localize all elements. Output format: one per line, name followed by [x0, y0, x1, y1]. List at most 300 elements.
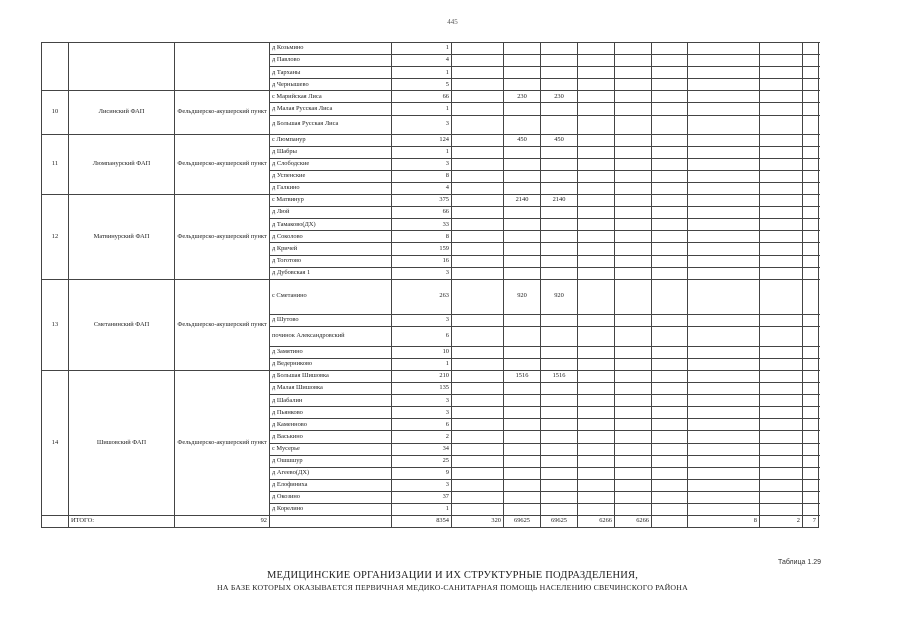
value-cell-c9: [760, 182, 803, 194]
value-cell-c6: [615, 231, 652, 243]
village-cell: с Сметанино: [270, 279, 392, 314]
value-cell-c9: [760, 115, 803, 134]
value-cell-c2: [452, 43, 504, 55]
value-cell-c2: [452, 231, 504, 243]
value-cell-c6: [615, 134, 652, 146]
value-cell-c6: [615, 182, 652, 194]
value-cell-c10: [803, 314, 819, 326]
value-cell-c6: [615, 79, 652, 91]
value-cell-c2: [452, 455, 504, 467]
value-cell-c3: [504, 267, 541, 279]
value-cell-c1: 3: [392, 115, 452, 134]
value-cell-c9: [760, 358, 803, 370]
table-row: [42, 370, 819, 382]
village-cell: д Слободские: [270, 158, 392, 170]
value-cell-c2: [452, 383, 504, 395]
value-cell-c3: [504, 55, 541, 67]
value-cell-c6: [615, 455, 652, 467]
value-cell-c4: [541, 395, 578, 407]
total-value-cell: 8: [688, 516, 760, 528]
value-cell-c10: [803, 455, 819, 467]
value-cell-c4: [541, 326, 578, 346]
village-cell: д Кричей: [270, 243, 392, 255]
value-cell-c10: [803, 79, 819, 91]
value-cell-c1: 34: [392, 443, 452, 455]
value-cell-c8: [688, 279, 760, 314]
value-cell-c9: [760, 431, 803, 443]
value-cell-c4: 1516: [541, 370, 578, 382]
value-cell-c6: [615, 326, 652, 346]
value-cell-c5: [578, 243, 615, 255]
value-cell-c1: 3: [392, 314, 452, 326]
value-cell-c9: [760, 383, 803, 395]
value-cell-c6: [615, 170, 652, 182]
group-number-cell: 12: [42, 195, 69, 280]
value-cell-c4: [541, 346, 578, 358]
value-cell-c8: [688, 67, 760, 79]
value-cell-c1: 135: [392, 383, 452, 395]
value-cell-c9: [760, 491, 803, 503]
value-cell-c7: [652, 455, 688, 467]
value-cell-c9: [760, 455, 803, 467]
value-cell-c1: 4: [392, 182, 452, 194]
value-cell-c8: [688, 267, 760, 279]
value-cell-c7: [652, 443, 688, 455]
value-cell-c3: [504, 419, 541, 431]
value-cell-c9: [760, 243, 803, 255]
facility-type-cell: Фельдшерско-акушерский пункт: [175, 195, 270, 280]
value-cell-c7: [652, 146, 688, 158]
value-cell-c2: [452, 407, 504, 419]
value-cell-c8: [688, 255, 760, 267]
value-cell-c1: 33: [392, 219, 452, 231]
facility-name-cell: Сметанинский ФАП: [69, 279, 175, 370]
value-cell-c4: [541, 170, 578, 182]
value-cell-c5: [578, 195, 615, 207]
value-cell-c7: [652, 255, 688, 267]
value-cell-c3: [504, 491, 541, 503]
value-cell-c7: [652, 358, 688, 370]
value-cell-c1: 210: [392, 370, 452, 382]
value-cell-c9: [760, 314, 803, 326]
total-count-cell: 92: [175, 516, 270, 528]
village-cell: с Мусерье: [270, 443, 392, 455]
value-cell-c1: 5: [392, 79, 452, 91]
value-cell-c1: 16: [392, 255, 452, 267]
value-cell-c6: [615, 443, 652, 455]
value-cell-c6: [615, 491, 652, 503]
value-cell-c10: [803, 43, 819, 55]
value-cell-c2: [452, 219, 504, 231]
value-cell-c1: 6: [392, 419, 452, 431]
value-cell-c8: [688, 146, 760, 158]
value-cell-c6: [615, 43, 652, 55]
value-cell-c8: [688, 170, 760, 182]
total-empty-cell: [42, 516, 69, 528]
village-cell: д Васькино: [270, 431, 392, 443]
village-cell: д Соколово: [270, 231, 392, 243]
value-cell-c2: [452, 326, 504, 346]
value-cell-c7: [652, 79, 688, 91]
value-cell-c1: 263: [392, 279, 452, 314]
value-cell-c1: 25: [392, 455, 452, 467]
value-cell-c5: [578, 455, 615, 467]
value-cell-c8: [688, 158, 760, 170]
value-cell-c10: [803, 219, 819, 231]
total-value-cell: 320: [452, 516, 504, 528]
value-cell-c4: [541, 431, 578, 443]
value-cell-c5: [578, 491, 615, 503]
value-cell-c10: [803, 326, 819, 346]
village-cell: д Малая Русская Лиса: [270, 103, 392, 115]
value-cell-c3: [504, 67, 541, 79]
value-cell-c4: [541, 146, 578, 158]
table-row: [42, 134, 819, 146]
value-cell-c1: 4: [392, 55, 452, 67]
value-cell-c4: [541, 255, 578, 267]
total-value-cell: 6266: [578, 516, 615, 528]
value-cell-c7: [652, 370, 688, 382]
value-cell-c3: [504, 431, 541, 443]
total-empty-cell: [270, 516, 392, 528]
value-cell-c10: [803, 479, 819, 491]
value-cell-c5: [578, 55, 615, 67]
village-cell: д Большая Русская Лиса: [270, 115, 392, 134]
value-cell-c6: [615, 346, 652, 358]
value-cell-c4: [541, 219, 578, 231]
value-cell-c2: [452, 431, 504, 443]
value-cell-c8: [688, 207, 760, 219]
value-cell-c6: [615, 255, 652, 267]
village-cell: д Корелино: [270, 504, 392, 516]
value-cell-c5: [578, 467, 615, 479]
value-cell-c2: [452, 267, 504, 279]
value-cell-c9: [760, 231, 803, 243]
value-cell-c9: [760, 504, 803, 516]
value-cell-c3: [504, 79, 541, 91]
value-cell-c8: [688, 219, 760, 231]
value-cell-c3: [504, 346, 541, 358]
value-cell-c10: [803, 267, 819, 279]
value-cell-c6: [615, 195, 652, 207]
value-cell-c6: [615, 279, 652, 314]
value-cell-c8: [688, 243, 760, 255]
value-cell-c5: [578, 407, 615, 419]
value-cell-c8: [688, 479, 760, 491]
total-value-cell: 6266: [615, 516, 652, 528]
value-cell-c9: [760, 407, 803, 419]
value-cell-c3: [504, 43, 541, 55]
value-cell-c3: 1516: [504, 370, 541, 382]
value-cell-c6: [615, 267, 652, 279]
value-cell-c8: [688, 91, 760, 103]
village-cell: д Ошшшур: [270, 455, 392, 467]
value-cell-c1: 8: [392, 231, 452, 243]
value-cell-c10: [803, 182, 819, 194]
value-cell-c2: [452, 55, 504, 67]
value-cell-c5: [578, 383, 615, 395]
value-cell-c10: [803, 170, 819, 182]
value-cell-c6: [615, 314, 652, 326]
value-cell-c9: [760, 419, 803, 431]
value-cell-c6: [615, 243, 652, 255]
group-number-cell: 10: [42, 91, 69, 134]
value-cell-c3: [504, 207, 541, 219]
value-cell-c8: [688, 79, 760, 91]
value-cell-c8: [688, 383, 760, 395]
total-value-cell: 8354: [392, 516, 452, 528]
value-cell-c9: [760, 326, 803, 346]
village-cell: д Дубовская 1: [270, 267, 392, 279]
value-cell-c9: [760, 267, 803, 279]
facility-name-cell: Лисинский ФАП: [69, 91, 175, 134]
village-cell: д Елофиниха: [270, 479, 392, 491]
village-cell: с Матвинур: [270, 195, 392, 207]
value-cell-c4: [541, 443, 578, 455]
value-cell-c10: [803, 207, 819, 219]
value-cell-c1: 159: [392, 243, 452, 255]
value-cell-c6: [615, 358, 652, 370]
value-cell-c1: 66: [392, 207, 452, 219]
table-row: [42, 91, 819, 103]
value-cell-c5: [578, 346, 615, 358]
value-cell-c9: [760, 91, 803, 103]
value-cell-c6: [615, 419, 652, 431]
value-cell-c3: [504, 231, 541, 243]
value-cell-c10: [803, 431, 819, 443]
value-cell-c8: [688, 419, 760, 431]
value-cell-c8: [688, 370, 760, 382]
value-cell-c7: [652, 219, 688, 231]
value-cell-c4: [541, 383, 578, 395]
value-cell-c5: [578, 326, 615, 346]
value-cell-c3: [504, 358, 541, 370]
value-cell-c1: 37: [392, 491, 452, 503]
value-cell-c5: [578, 358, 615, 370]
value-cell-c10: [803, 491, 819, 503]
value-cell-c2: [452, 207, 504, 219]
value-cell-c8: [688, 491, 760, 503]
value-cell-c3: [504, 219, 541, 231]
value-cell-c5: [578, 91, 615, 103]
value-cell-c2: [452, 170, 504, 182]
total-value-cell: 69625: [504, 516, 541, 528]
village-cell: д Ведерниково: [270, 358, 392, 370]
total-row: [42, 516, 819, 528]
village-cell: д Тоготово: [270, 255, 392, 267]
group-number-cell: 11: [42, 134, 69, 194]
value-cell-c2: [452, 443, 504, 455]
village-cell: д Окозино: [270, 491, 392, 503]
value-cell-c7: [652, 243, 688, 255]
value-cell-c1: 1: [392, 146, 452, 158]
village-cell: д Большая Шишовка: [270, 370, 392, 382]
value-cell-c2: [452, 395, 504, 407]
value-cell-c9: [760, 279, 803, 314]
value-cell-c10: [803, 91, 819, 103]
village-cell: д Шутово: [270, 314, 392, 326]
value-cell-c3: [504, 479, 541, 491]
value-cell-c7: [652, 67, 688, 79]
value-cell-c4: [541, 358, 578, 370]
value-cell-c9: [760, 146, 803, 158]
value-cell-c4: [541, 479, 578, 491]
value-cell-c9: [760, 43, 803, 55]
value-cell-c10: [803, 467, 819, 479]
section-subtitle: НА БАЗЕ КОТОРЫХ ОКАЗЫВАЕТСЯ ПЕРВИЧНАЯ МЕДИКО-САНИТАРНАЯ ПОМОЩЬ НАСЕЛЕНИЮ СВЕЧИНСКОГО РАЙОНА: [217, 583, 688, 592]
value-cell-c8: [688, 115, 760, 134]
value-cell-c5: [578, 67, 615, 79]
value-cell-c1: 1: [392, 43, 452, 55]
value-cell-c8: [688, 182, 760, 194]
value-cell-c6: [615, 504, 652, 516]
value-cell-c4: [541, 491, 578, 503]
value-cell-c4: [541, 43, 578, 55]
value-cell-c3: [504, 115, 541, 134]
value-cell-c5: [578, 431, 615, 443]
value-cell-c6: [615, 55, 652, 67]
value-cell-c9: [760, 395, 803, 407]
value-cell-c7: [652, 43, 688, 55]
value-cell-c10: [803, 243, 819, 255]
value-cell-c2: [452, 346, 504, 358]
value-cell-c3: [504, 395, 541, 407]
value-cell-c6: [615, 370, 652, 382]
value-cell-c10: [803, 134, 819, 146]
value-cell-c9: [760, 207, 803, 219]
value-cell-c5: [578, 395, 615, 407]
value-cell-c6: [615, 431, 652, 443]
village-cell: починок Александровский: [270, 326, 392, 346]
village-cell: д Люй: [270, 207, 392, 219]
value-cell-c4: 2140: [541, 195, 578, 207]
facility-type-cell: Фельдшерско-акушерский пункт: [175, 370, 270, 515]
value-cell-c8: [688, 134, 760, 146]
value-cell-c5: [578, 170, 615, 182]
value-cell-c3: [504, 243, 541, 255]
value-cell-c5: [578, 182, 615, 194]
value-cell-c9: [760, 195, 803, 207]
table-row: [42, 43, 819, 55]
value-cell-c8: [688, 314, 760, 326]
value-cell-c3: [504, 255, 541, 267]
value-cell-c2: [452, 243, 504, 255]
value-cell-c6: [615, 395, 652, 407]
value-cell-c8: [688, 431, 760, 443]
value-cell-c6: [615, 219, 652, 231]
value-cell-c1: 8: [392, 170, 452, 182]
value-cell-c5: [578, 279, 615, 314]
value-cell-c9: [760, 255, 803, 267]
value-cell-c7: [652, 231, 688, 243]
table-row: [42, 279, 819, 314]
value-cell-c5: [578, 314, 615, 326]
value-cell-c4: [541, 231, 578, 243]
value-cell-c1: 3: [392, 395, 452, 407]
village-cell: д Тамаково(ДХ): [270, 219, 392, 231]
value-cell-c1: 9: [392, 467, 452, 479]
value-cell-c7: [652, 479, 688, 491]
value-cell-c2: [452, 314, 504, 326]
facilities-table: [41, 42, 819, 528]
value-cell-c4: [541, 158, 578, 170]
value-cell-c2: [452, 91, 504, 103]
value-cell-c4: [541, 314, 578, 326]
value-cell-c4: [541, 182, 578, 194]
value-cell-c4: [541, 207, 578, 219]
value-cell-c4: [541, 55, 578, 67]
value-cell-c6: [615, 467, 652, 479]
value-cell-c10: [803, 358, 819, 370]
facility-type-cell: Фельдшерско-акушерский пункт: [175, 91, 270, 134]
value-cell-c3: [504, 504, 541, 516]
value-cell-c5: [578, 115, 615, 134]
group-number-cell: 13: [42, 279, 69, 370]
value-cell-c6: [615, 158, 652, 170]
value-cell-c1: 1: [392, 504, 452, 516]
value-cell-c3: 450: [504, 134, 541, 146]
value-cell-c6: [615, 91, 652, 103]
value-cell-c5: [578, 134, 615, 146]
value-cell-c6: [615, 146, 652, 158]
value-cell-c2: [452, 103, 504, 115]
value-cell-c7: [652, 383, 688, 395]
village-cell: д Пьянково: [270, 407, 392, 419]
total-value-cell: 2: [760, 516, 803, 528]
value-cell-c3: 230: [504, 91, 541, 103]
value-cell-c8: [688, 346, 760, 358]
value-cell-c4: [541, 455, 578, 467]
total-label-cell: ИТОГО:: [69, 516, 175, 528]
value-cell-c5: [578, 207, 615, 219]
value-cell-c3: [504, 146, 541, 158]
value-cell-c10: [803, 255, 819, 267]
value-cell-c8: [688, 407, 760, 419]
value-cell-c8: [688, 395, 760, 407]
value-cell-c8: [688, 195, 760, 207]
value-cell-c4: 920: [541, 279, 578, 314]
value-cell-c10: [803, 103, 819, 115]
value-cell-c10: [803, 195, 819, 207]
value-cell-c4: 450: [541, 134, 578, 146]
value-cell-c5: [578, 479, 615, 491]
value-cell-c7: [652, 491, 688, 503]
village-cell: д Тарханы: [270, 67, 392, 79]
value-cell-c9: [760, 346, 803, 358]
value-cell-c5: [578, 79, 615, 91]
value-cell-c7: [652, 467, 688, 479]
value-cell-c8: [688, 43, 760, 55]
facility-name-cell: Шишовский ФАП: [69, 370, 175, 515]
value-cell-c3: [504, 383, 541, 395]
value-cell-c2: [452, 479, 504, 491]
value-cell-c8: [688, 467, 760, 479]
value-cell-c7: [652, 134, 688, 146]
value-cell-c10: [803, 383, 819, 395]
village-cell: д Козьмино: [270, 43, 392, 55]
value-cell-c10: [803, 231, 819, 243]
facility-name-cell: Матвинурский ФАП: [69, 195, 175, 280]
value-cell-c5: [578, 231, 615, 243]
value-cell-c10: [803, 55, 819, 67]
value-cell-c9: [760, 134, 803, 146]
value-cell-c4: [541, 267, 578, 279]
village-cell: д Агеево(ДХ): [270, 467, 392, 479]
value-cell-c2: [452, 504, 504, 516]
group-number-cell: [42, 43, 69, 91]
value-cell-c10: [803, 370, 819, 382]
village-cell: д Павлово: [270, 55, 392, 67]
